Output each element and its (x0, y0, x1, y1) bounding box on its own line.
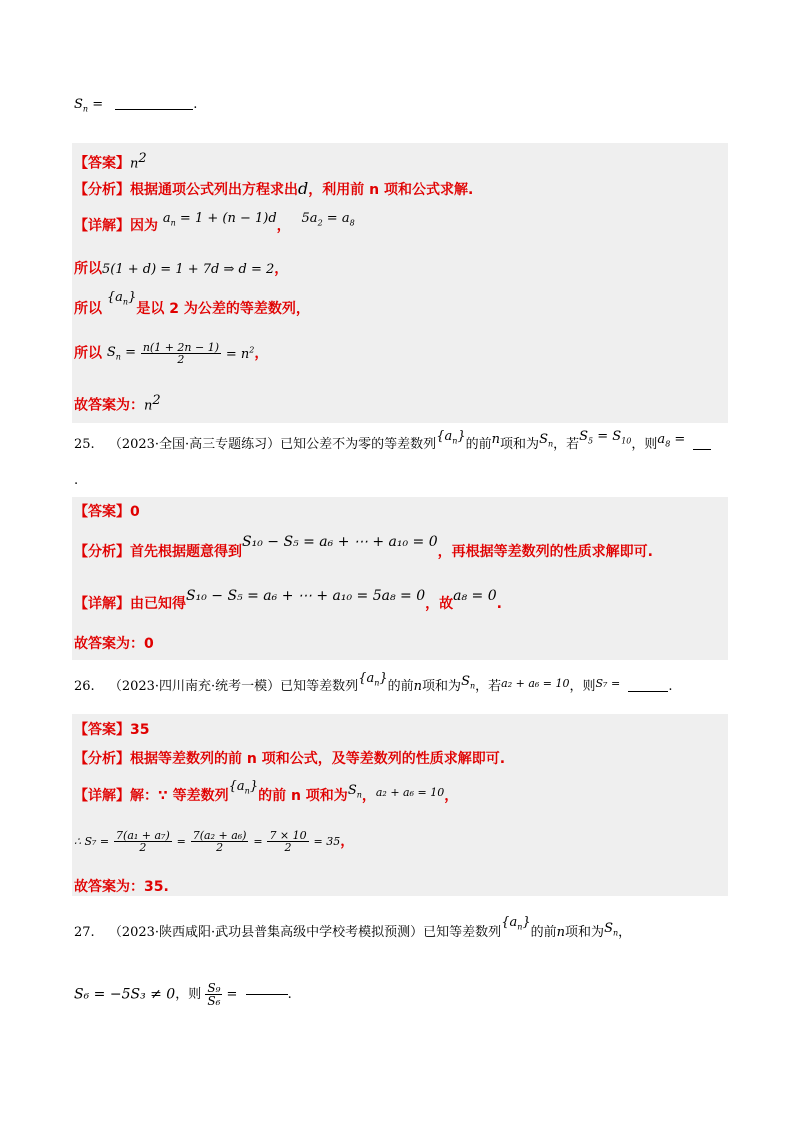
q26-final: 故答案为：35. (74, 879, 169, 895)
q27-question: 27. （2023·陕西咸阳·武功县普集高级中学校考模拟预测）已知等差数列$\{a_n\}$的前n项和为$S_n$， (74, 915, 632, 940)
q27-condition: S₆ = −5S₃ ≠ 0，则 $\frac{\text{S₉}}{\text{S₆}}$ = . (74, 981, 292, 1008)
q26-question: 26. （2023·四川南充·统考一模）已知等差数列$\{a_n\}$的前n项和为$S_n$，若$^{a_2 + a_6 = 10}$，则$^{S_7 =}$ . (74, 671, 673, 694)
answer-blank (115, 109, 193, 110)
q26-fraction-3: $\frac{7 \times 10}{2}$ (269, 829, 307, 854)
q25-answer: 【答案】0 (74, 504, 140, 520)
q25-detail: 【详解】由已知得S₁₀ − S₅ = a₆ + ⋯ + a₁₀ = 5a₈ = 0，故a₈ = 0. (74, 588, 502, 612)
q26-answer: 【答案】35 (74, 722, 150, 738)
q25-analysis: 【分析】首先根据题意得到S₁₀ − S₅ = a₆ + ⋯ + a₁₀ = 0，再根据等差数列的性质求解即可. (74, 534, 653, 560)
q26-fraction-2: $\frac{\text{7(a₂ + a₆)}}{2}$ (192, 829, 247, 854)
q24-analysis: 【分析】根据通项公式列出方程求出d，利用前 n 项和公式求解. (74, 179, 474, 198)
q25-question: 25. （2023·全国·高三专题练习）已知公差不为零的等差数列$\{a_n\}$的前n项和为$S_n$，若$S_5 = S_{10}$，则$a_8$ = (74, 438, 711, 454)
q24-answer: 【答案】$n^2$ (74, 151, 147, 172)
q26-fraction-1: $\frac{\text{7(a₁ + a₇)}}{2}$ (116, 829, 170, 854)
q24-so3: 所以 $S_n$ = $\frac{n(1 + 2n - 1)}{2}$ = $n^2$， (74, 341, 269, 366)
q26-analysis: 【分析】根据等差数列的前 n 项和公式，及等差数列的性质求解即可. (74, 751, 506, 767)
q25-answer-blank (693, 449, 711, 450)
q24-detail: 【详解】因为 $a_n = 1 + (n - 1)d$， $5a_2 = a_8$ (74, 211, 355, 234)
q24-fraction: $\frac{n(1 + 2n - 1)}{2}$ (142, 341, 220, 366)
q26-answer-blank (628, 691, 668, 692)
q27-answer-blank (246, 994, 288, 995)
top-sn-line: $S_n$ = . (74, 97, 198, 114)
q24-final: 故答案为：$n^2$ (74, 393, 161, 414)
q26-detail: 【详解】解：∵ 等差数列$\{a_n\}$的前 n 项和为$S_n$，$^{a_2 + a_6 = 10}$， (74, 779, 459, 804)
q24-so2: 所以 $\{a_n\}$是以 2 为公差的等差数列， (74, 290, 310, 317)
q24-so1: 所以5(1 + d) = 1 + 7d ⇒ d = 2， (74, 261, 289, 277)
q25-dot: . (74, 473, 79, 488)
q27-fraction: $\frac{\text{S₉}}{\text{S₆}}$ (207, 981, 221, 1008)
q25-final: 故答案为：0 (74, 636, 154, 652)
sn-label: S (74, 97, 83, 112)
q26-calc: ∴ S₇ = $\frac{\text{7(a₁ + a₇)}}{2}$ = $\frac{\text{7(a₂ + a₆)}}{2}$ = $\frac{7 \times 10}{2}$ = 35， (74, 829, 355, 854)
q25-solution-band (72, 497, 728, 660)
